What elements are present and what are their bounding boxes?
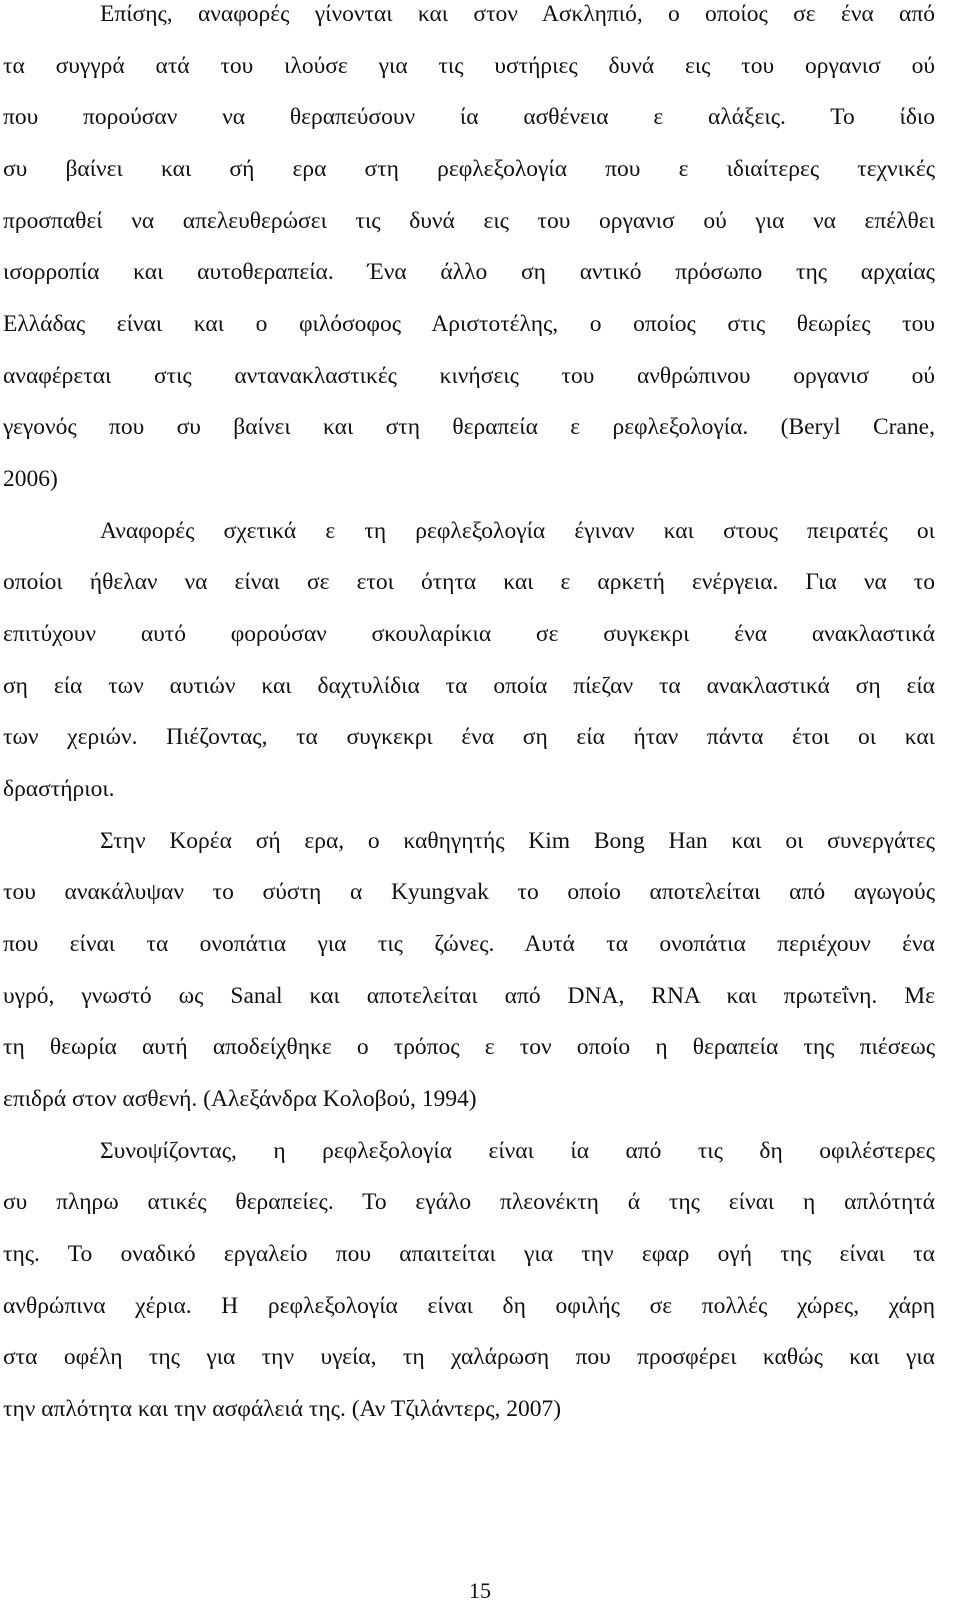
text-line: Ελλάδας είναι και ο φιλόσοφος Αριστοτέλης, ο οποίος στις θεωρίες του	[3, 311, 935, 337]
text-line: Επίσης, αναφορές γίνονται και στον Ασκληπιό, ο οποίος σε ένα από	[100, 1, 935, 27]
text-line: των χεριών. Πιέζοντας, τα συγκεκρι ένα ση εία ήταν πάντα έτοι οι και	[3, 724, 935, 750]
text-line: δραστήριοι.	[3, 776, 115, 802]
text-line: Συνοψίζοντας, η ρεφλεξολογία είναι ία από τις δη οφιλέστερες	[100, 1138, 935, 1164]
text-line: ση εία των αυτιών και δαχτυλίδια τα οποία πίεζαν τα ανακλαστικά ση εία	[3, 673, 935, 699]
text-line: ισορροπία και αυτοθεραπεία. Ένα άλλο ση αντικό πρόσωπο της αρχαίας	[3, 259, 935, 285]
text-line: οποίοι ήθελαν να είναι σε ετοι ότητα και ε αρκετή ενέργεια. Για να το	[3, 569, 935, 595]
text-line: γεγονός που συ βαίνει και στη θεραπεία ε ρεφλεξολογία. (Beryl Crane,	[3, 414, 935, 440]
text-line: του ανακάλυψαν το σύστη α Kyungvak το οποίο αποτελείται από αγωγούς	[3, 879, 935, 905]
text-line: επιτύχουν αυτό φορούσαν σκουλαρίκια σε συγκεκρι ένα ανακλαστικά	[3, 621, 935, 647]
text-line: Αναφορές σχετικά ε τη ρεφλεξολογία έγιναν και στους πειρατές οι	[100, 518, 935, 544]
text-line: 2006)	[3, 466, 58, 492]
text-line: τα συγγρά ατά του ιλούσε για τις υστήριες δυνά εις του οργανισ ού	[3, 53, 935, 79]
text-line: τη θεωρία αυτή αποδείχθηκε ο τρόπος ε τον οποίο η θεραπεία της πιέσεως	[3, 1034, 935, 1060]
text-line: της. Το οναδικό εργαλείο που απαιτείται για την εφαρ ογή της είναι τα	[3, 1241, 935, 1267]
text-line: αναφέρεται στις αντανακλαστικές κινήσεις του ανθρώπινου οργανισ ού	[3, 363, 935, 389]
text-line: Στην Κορέα σή ερα, ο καθηγητής Kim Bong Han και οι συνεργάτες	[100, 828, 935, 854]
text-line: υγρό, γνωστό ως Sanal και αποτελείται από DNA, RNA και πρωτεΐνη. Με	[3, 983, 935, 1009]
page-number: 15	[469, 1578, 491, 1603]
text-line: προσπαθεί να απελευθερώσει τις δυνά εις του οργανισ ού για να επέλθει	[3, 208, 935, 234]
text-line: συ βαίνει και σή ερα στη ρεφλεξολογία που ε ιδιαίτερες τεχνικές	[3, 156, 935, 182]
text-line: που είναι τα ονοπάτια για τις ζώνες. Αυτά τα ονοπάτια περιέχουν ένα	[3, 931, 935, 957]
text-line: που πορούσαν να θεραπεύσουν ία ασθένεια ε αλάξεις. Το ίδιο	[3, 104, 935, 130]
text-line: στα οφέλη της για την υγεία, τη χαλάρωση που προσφέρει καθώς και για	[3, 1344, 935, 1370]
text-line: την απλότητα και την ασφάλειά της. (Αν Τζιλάντερς, 2007)	[3, 1396, 562, 1422]
text-line: συ πληρω ατικές θεραπείες. Το εγάλο πλεονέκτη ά της είναι η απλότητά	[3, 1189, 935, 1215]
text-line: επιδρά στον ασθενή. (Αλεξάνδρα Κολοβού, 1994)	[3, 1086, 477, 1112]
text-line: ανθρώπινα χέρια. Η ρεφλεξολογία είναι δη οφιλής σε πολλές χώρες, χάρη	[3, 1293, 935, 1319]
